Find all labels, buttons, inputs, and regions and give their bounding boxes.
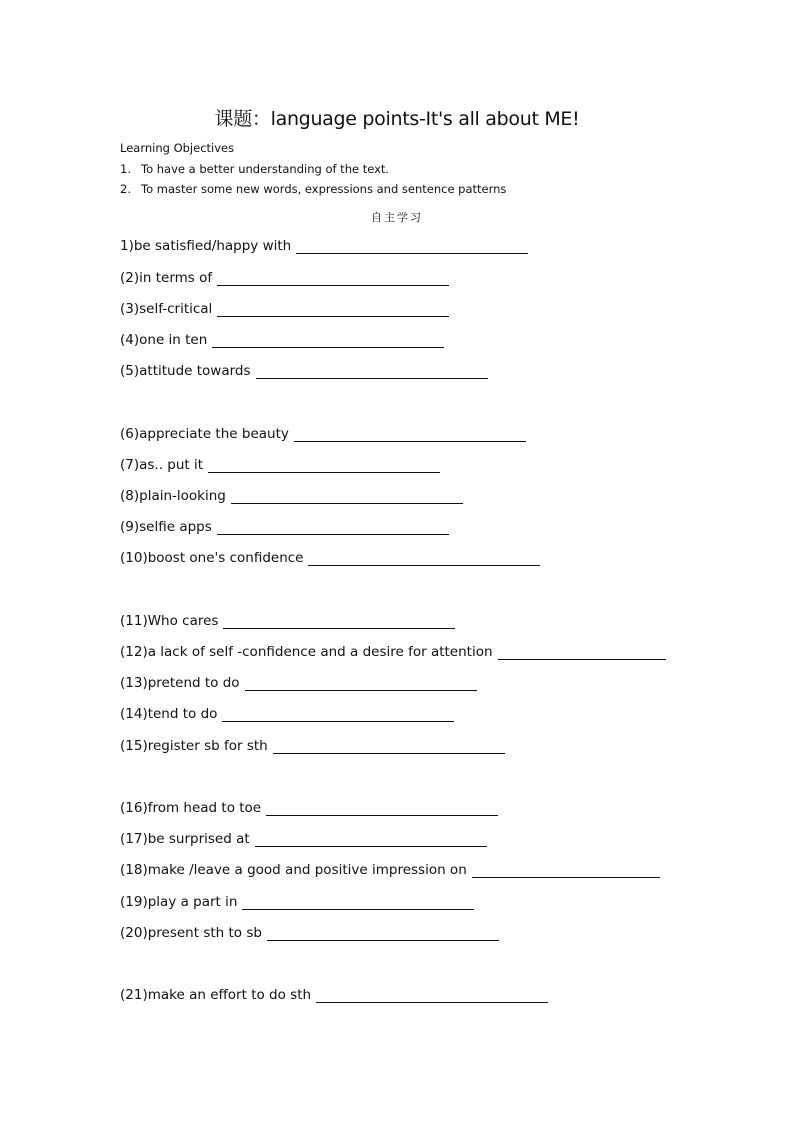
answer-blank[interactable] <box>217 521 449 535</box>
exercise-phrase: (2)in terms of <box>120 270 213 286</box>
answer-blank[interactable] <box>223 615 455 629</box>
exercise-item <box>120 987 548 1003</box>
objective-number: 2. <box>120 182 131 196</box>
exercise-item <box>120 238 528 254</box>
answer-blank[interactable] <box>267 927 499 941</box>
exercise-item <box>120 426 526 442</box>
answer-blank[interactable] <box>242 896 474 910</box>
exercise-phrase: (17)be surprised at <box>120 831 250 847</box>
exercise-item <box>120 800 498 816</box>
answer-blank[interactable] <box>255 833 487 847</box>
exercise-item <box>120 644 666 660</box>
exercise-item <box>120 332 444 348</box>
exercise-phrase: 1)be satisfied/happy with <box>120 238 292 254</box>
exercise-phrase: (20)present sth to sb <box>120 925 262 941</box>
exercise-item <box>120 550 540 566</box>
answer-blank[interactable] <box>222 708 454 722</box>
exercise-item <box>120 301 449 317</box>
exercise-item <box>120 519 449 535</box>
exercise-item <box>120 613 455 629</box>
exercise-phrase: (10)boost one's confidence <box>120 550 304 566</box>
exercise-phrase: (8)plain-looking <box>120 488 226 504</box>
objective-item <box>120 162 389 176</box>
exercise-item <box>120 457 440 473</box>
exercise-item <box>120 738 505 754</box>
exercise-phrase: (4)one in ten <box>120 332 208 348</box>
exercise-phrase: (11)Who cares <box>120 613 219 629</box>
exercise-phrase: (18)make /leave a good and positive impression on <box>120 862 467 878</box>
exercise-phrase: (5)attitude towards <box>120 363 251 379</box>
exercise-item <box>120 488 463 504</box>
exercise-phrase: (16)from head to toe <box>120 800 262 816</box>
exercise-phrase: (6)appreciate the beauty <box>120 426 289 442</box>
page-title: 课题：language points-It's all about ME! <box>214 108 580 130</box>
answer-blank[interactable] <box>266 802 498 816</box>
exercise-phrase: (7)as.. put it <box>120 457 204 473</box>
section-label: 自主学习 <box>371 211 423 224</box>
answer-blank[interactable] <box>294 428 526 442</box>
exercise-item <box>120 831 487 847</box>
exercise-item <box>120 675 477 691</box>
exercise-item <box>120 894 474 910</box>
exercise-phrase: (12)a lack of self -confidence and a desire for attention <box>120 644 493 660</box>
answer-blank[interactable] <box>472 864 660 878</box>
exercise-item <box>120 706 454 722</box>
answer-blank[interactable] <box>296 240 528 254</box>
answer-blank[interactable] <box>212 334 444 348</box>
exercise-phrase: (13)pretend to do <box>120 675 240 691</box>
objective-text: To master some new words, expressions and sentence patterns <box>141 182 507 196</box>
exercise-phrase: (15)register sb for sth <box>120 738 268 754</box>
answer-blank[interactable] <box>217 272 449 286</box>
objective-item <box>120 182 506 196</box>
exercise-item <box>120 862 660 878</box>
answer-blank[interactable] <box>256 365 488 379</box>
answer-blank[interactable] <box>316 989 548 1003</box>
exercise-phrase: (21)make an effort to do sth <box>120 987 312 1003</box>
exercise-phrase: (3)self-critical <box>120 301 213 317</box>
exercise-item <box>120 363 488 379</box>
answer-blank[interactable] <box>273 740 505 754</box>
exercise-item <box>120 270 449 286</box>
objective-number: 1. <box>120 162 131 176</box>
exercise-phrase: (19)play a part in <box>120 894 238 910</box>
answer-blank[interactable] <box>231 490 463 504</box>
objectives-heading: Learning Objectives <box>120 141 235 155</box>
answer-blank[interactable] <box>208 459 440 473</box>
answer-blank[interactable] <box>217 303 449 317</box>
answer-blank[interactable] <box>308 552 540 566</box>
exercise-item <box>120 925 499 941</box>
objective-text: To have a better understanding of the text. <box>141 162 390 176</box>
exercise-phrase: (9)selfie apps <box>120 519 212 535</box>
answer-blank[interactable] <box>245 677 477 691</box>
exercise-phrase: (14)tend to do <box>120 706 218 722</box>
answer-blank[interactable] <box>498 646 666 660</box>
